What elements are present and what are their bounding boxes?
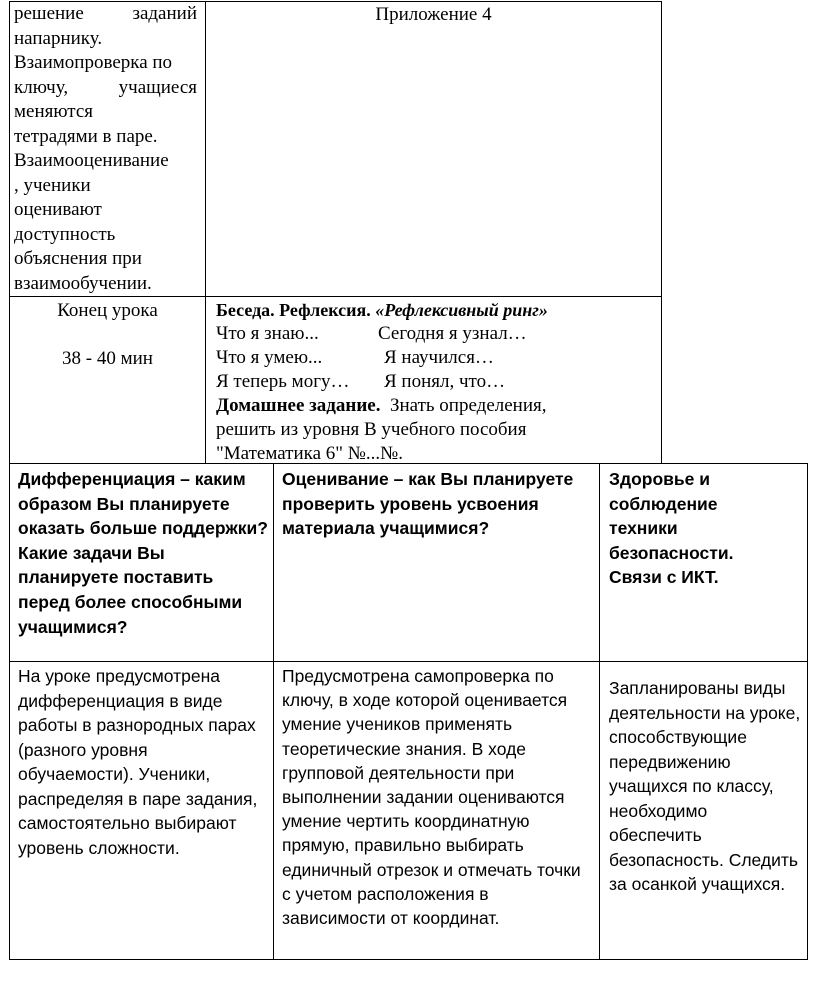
homework-label: Домашнее задание.: [216, 395, 381, 416]
prompt-left: Что я знаю...: [216, 323, 319, 344]
prompt-right: Я научился…: [384, 347, 494, 368]
grid-line: [273, 463, 274, 960]
appendix-title: Приложение 4: [375, 4, 492, 25]
reflection-pair: [216, 370, 656, 394]
text-line: взаимообучении.: [14, 272, 152, 294]
text-line: Взаимопроверка по: [14, 52, 173, 73]
text-line: тетрадями в паре.: [14, 125, 158, 147]
grid-line: [9, 959, 808, 960]
prompt-left: Я теперь могу…: [216, 371, 350, 392]
prompt-right: Я понял, что…: [384, 371, 506, 392]
grid-line: [205, 1, 206, 463]
text-line: напарнику.: [14, 27, 103, 49]
grid-line: [9, 1, 10, 463]
homework-text: Знать определения,: [389, 395, 547, 416]
homework-line: [216, 394, 656, 418]
homework-line: решить из уровня В учебного пособия: [216, 419, 527, 440]
homework-line: "Математика 6" №...№.: [216, 443, 404, 464]
health-safety-text: Запланированы виды деятельности на уроке, способствующие передвижению учащихся по классу, необходимо обеспечить безопасность. Следить за осанкой учащихся.: [609, 678, 801, 894]
text-line: , ученики: [14, 174, 91, 196]
reflection-heading-bold: Беседа. Рефлексия.: [216, 300, 371, 320]
grid-line: [807, 463, 808, 960]
reflection-pair: [216, 322, 656, 346]
text-line: ключу, учащиеся: [14, 76, 197, 98]
prompt-right: Сегодня я узнал…: [378, 323, 527, 344]
reflection-heading-italic: «Рефлексивный ринг»: [375, 300, 548, 320]
text-line: доступность: [14, 223, 116, 245]
differentiation-text: На уроке предусмотрена дифференциация в виде работы в разнородных парах (разного уровня обучаемости). Ученики, распределяя в паре задания, самостоятельно выбирают уровень сложности.: [18, 666, 258, 858]
reflection-cell: [216, 298, 656, 466]
reflection-heading: [216, 298, 656, 322]
text-line: объяснения при: [14, 248, 142, 269]
grid-line: [9, 463, 10, 960]
grid-line: [9, 661, 808, 662]
text-line: оценивают: [14, 199, 102, 220]
text-line: меняются: [14, 101, 94, 122]
reflection-pair: [216, 346, 656, 370]
grid-line: [661, 1, 662, 463]
assessment-text: Предусмотрена самопроверка по ключу, в ходе которой оценивается умение учеников применять теоретические знания. В ходе групповой деятельности при выполнении задании оцениваются умение чертить координатную прямую, правильно выбирать единичный отрезок и отмечать точки с учетом расположения в зависимости от координат.: [282, 666, 581, 929]
text-line: Взаимооценивание: [14, 150, 169, 171]
lesson-stage: Конец урока: [57, 300, 158, 321]
lesson-stage-cell: [10, 297, 205, 371]
grid-line: [599, 463, 600, 960]
top-left-cell: [14, 2, 197, 296]
lesson-time: 38 - 40 мин: [62, 348, 153, 369]
text-line: решение заданий: [14, 3, 197, 24]
header-health-safety: Здоровье и соблюдение техники безопасности. Связи с ИКТ.: [609, 469, 734, 588]
header-assessment: Оценивание – как Вы планируете проверить уровень усвоения материала учащимися?: [282, 469, 574, 539]
prompt-left: Что я умею...: [216, 347, 323, 368]
header-differentiation: Дифференциация – каким образом Вы планируете оказать больше поддержки? Какие задачи Вы планируете поставить перед более способными учащимися?: [18, 469, 268, 637]
